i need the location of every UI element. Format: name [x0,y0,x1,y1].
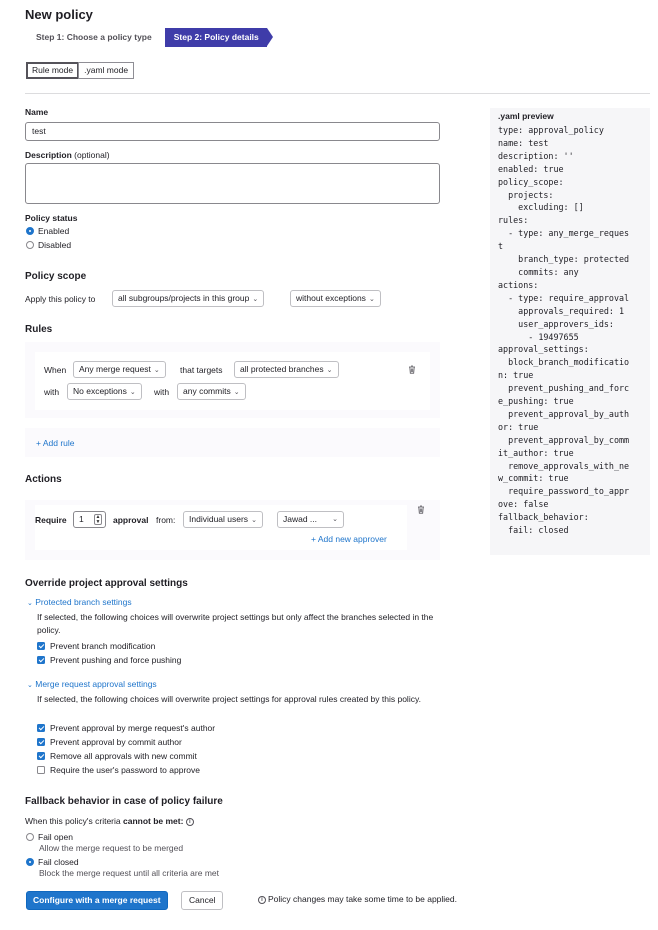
stepper-nav [27,28,267,47]
actions-heading: Actions [25,474,62,485]
radio-unchecked-icon [26,833,34,841]
action-from: from: [156,515,176,525]
fallback-prompt-text: When this policy's criteria [25,816,121,826]
mr-approval-title: Merge request approval settings [35,679,157,689]
scope-exceptions-dropdown[interactable] [290,290,381,307]
merge-request-type-dropdown[interactable] [73,361,166,378]
name-label: Name [25,107,49,117]
checkbox-label: Remove all approvals with new commit [50,751,197,761]
rule-with: with [44,387,60,397]
fail-closed-radio[interactable] [26,857,79,867]
fail-open-radio[interactable] [26,832,73,842]
spinner-arrows-icon[interactable]: ▲ ▼ [95,514,101,525]
scope-target-dropdown[interactable] [112,290,264,307]
approver-user-value: Jawad ... [283,514,318,524]
yaml-mode-button[interactable]: .yaml mode [78,62,134,79]
override-heading: Override project approval settings [25,578,188,589]
yaml-preview-title: .yaml preview [498,111,554,121]
chevron-down-icon: ⌄ [153,367,160,374]
add-approver-button[interactable]: + Add new approver [311,534,387,544]
fail-open-label: Fail open [38,832,73,842]
prevent-branch-modification-checkbox[interactable] [37,641,155,651]
description-label [25,150,110,160]
info-icon[interactable]: i [186,818,194,826]
configure-mr-button[interactable]: Configure with a merge request [26,891,168,910]
checkbox-unchecked-icon [37,766,45,774]
approver-type-value: Individual users [189,514,249,524]
fallback-heading: Fallback behavior in case of policy failure [25,796,223,807]
chevron-down-icon: ⌄ [27,600,33,607]
scope-exceptions-value: without exceptions [296,293,366,303]
commits-dropdown[interactable] [177,383,246,400]
approver-user-dropdown[interactable] [277,511,344,528]
radio-checked-icon [26,858,34,866]
policy-change-note-text: Policy changes may take some time to be applied. [268,894,457,904]
mode-toggle [26,62,134,79]
protected-branch-description: If selected, the following choices will overwrite project settings but only affect the branches selected in the policy. [37,612,434,635]
prevent-pushing-checkbox[interactable] [37,655,181,665]
action-require: Require [35,515,67,525]
branch-exceptions-value: No exceptions [73,386,127,396]
yaml-preview-panel [490,108,650,555]
policy-change-note [258,894,457,904]
chevron-down-icon: ⌄ [326,367,333,374]
branches-dropdown[interactable] [234,361,339,378]
fallback-prompt [25,816,196,826]
mr-approval-description: If selected, the following choices will overwrite project settings for approval rules created by this policy. [37,694,421,704]
fail-closed-description: Block the merge request until all criteria are met [39,868,219,878]
status-enabled-label: Enabled [38,226,70,236]
checkbox-checked-icon [37,724,45,732]
step-1-choose-type[interactable]: Step 1: Choose a policy type [36,32,152,42]
radio-checked-icon [26,227,34,235]
chevron-down-icon: ⌄ [27,682,33,689]
mr-approval-toggle[interactable] [27,679,157,689]
chevron-down-icon: ⌄ [251,517,257,524]
checkbox-label: Prevent approval by commit author [50,737,182,747]
scope-prefix: Apply this policy to [25,294,96,304]
status-disabled-label: Disabled [38,240,72,250]
description-textarea[interactable] [25,163,440,204]
checkbox-checked-icon [37,738,45,746]
delete-rule-icon[interactable] [408,365,416,374]
chevron-down-icon: ⌄ [252,296,259,303]
policy-scope-heading: Policy scope [25,271,87,282]
merge-request-type-value: Any merge request [79,364,151,374]
status-enabled-radio[interactable] [26,226,69,236]
rule-when: When [44,365,67,375]
branches-value: all protected branches [240,364,324,374]
rule-that-targets: that targets [180,365,223,375]
chevron-down-icon: ⌄ [129,389,136,396]
action-approval: approval [113,515,149,525]
description-label-text: Description [25,150,72,160]
rule-mode-button[interactable]: Rule mode [26,62,79,79]
page-title: New policy [25,7,93,22]
fail-closed-label: Fail closed [38,857,79,867]
add-rule-panel [25,428,440,457]
step-2-policy-details[interactable]: Step 2: Policy details [165,28,267,47]
rule-with-2: with [154,387,170,397]
fail-open-description: Allow the merge request to be merged [39,843,184,853]
checkbox-checked-icon [37,752,45,760]
checkbox-checked-icon [37,656,45,664]
radio-unchecked-icon [26,241,34,249]
approvals-count-input[interactable] [73,511,106,528]
require-password-checkbox[interactable] [37,765,200,775]
fallback-prompt-bold: cannot be met: [123,816,184,826]
add-rule-button[interactable]: + Add rule [36,438,75,448]
commits-value: any commits [183,386,231,396]
info-icon: i [258,896,266,904]
checkbox-checked-icon [37,642,45,650]
rules-heading: Rules [25,324,53,335]
chevron-down-icon: ⌄ [233,389,240,396]
checkbox-label: Require the user's password to approve [50,765,200,775]
divider [25,93,650,94]
yaml-preview-content: type: approval_policy name: test description: '' enabled: true policy_scope: projects: excluding: [] rules: - type: any_merge_reques t branch_type: protected commits: any actions: - type: require_approval approvals_required: 1 user_approvers_ids: - 19497655 approval_settings: block_branch_modificatio n: true prevent_pushing_and_forc e_pushing: true prevent_approval_by_auth or: true prevent_approval_by_comm it_author: true remove_approvals_with_ne w_commit: true require_password_to_appr ove: false fallback_behavior: fail: closed [498,125,630,536]
branch-exceptions-dropdown[interactable] [67,383,142,400]
approver-type-dropdown[interactable] [183,511,263,528]
chevron-down-icon: ⌄ [332,516,338,523]
prevent-approval-committer-checkbox[interactable] [37,737,182,747]
policy-status-label: Policy status [25,213,78,223]
optional-tag: (optional) [74,150,110,160]
remove-approvals-checkbox[interactable] [37,751,197,761]
name-input[interactable]: test [25,122,440,141]
scope-target-value: all subgroups/projects in this group [118,293,250,303]
cancel-button[interactable]: Cancel [181,891,223,910]
checkbox-label: Prevent pushing and force pushing [50,655,182,665]
checkbox-label: Prevent branch modification [50,641,156,651]
checkbox-label: Prevent approval by merge request's author [50,723,216,733]
approvals-count-value: 1 [79,514,84,524]
delete-action-icon[interactable] [417,505,425,514]
status-disabled-radio[interactable] [26,240,71,250]
prevent-approval-author-checkbox[interactable] [37,723,215,733]
protected-branch-title: Protected branch settings [35,597,132,607]
chevron-down-icon: ⌄ [368,296,375,303]
protected-branch-toggle[interactable] [27,597,132,607]
